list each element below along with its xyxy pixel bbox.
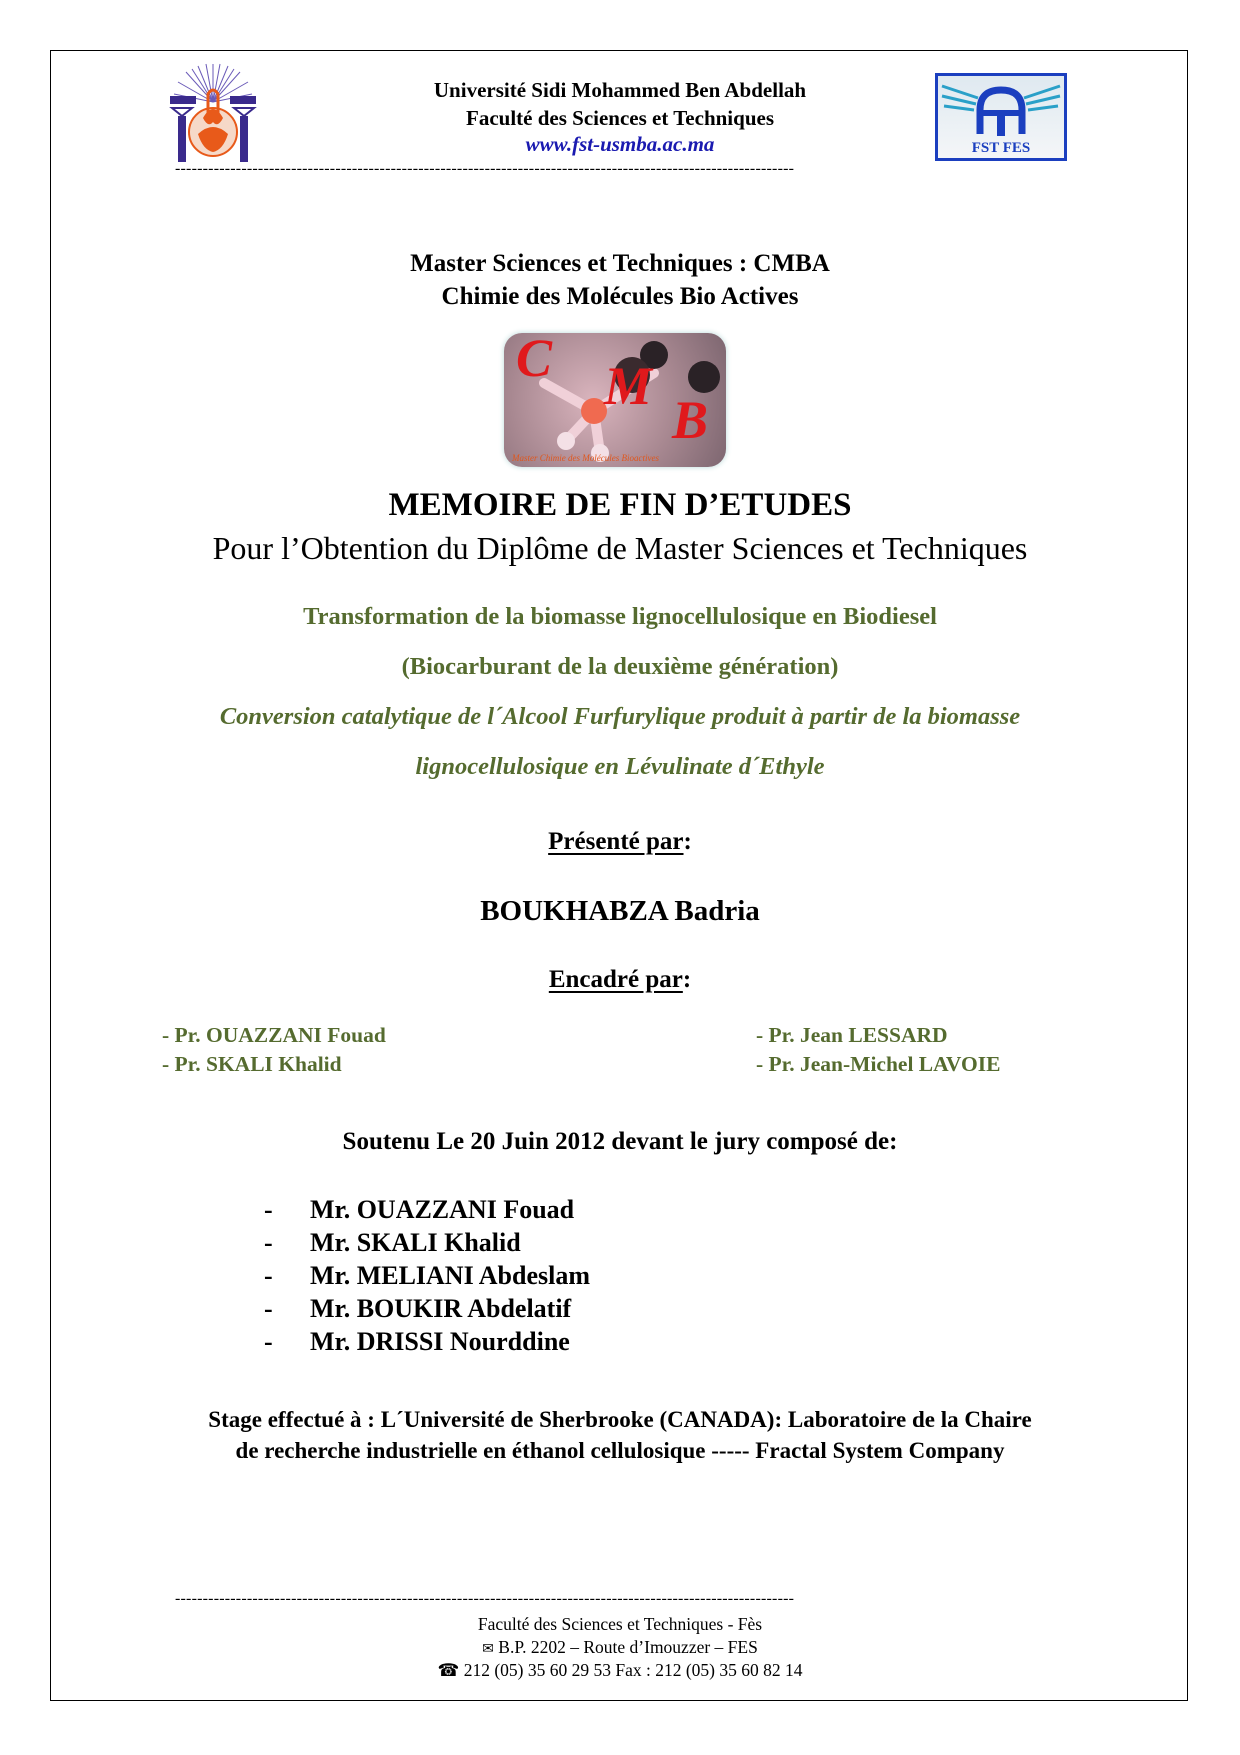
footer-address xyxy=(0,1636,1240,1662)
postal-address: B.P. 2202 – Route d’Imouzzer – FES xyxy=(493,1637,758,1657)
student-name: BOUKHABZA Badria xyxy=(480,895,760,927)
supervised-by-heading xyxy=(0,966,1240,994)
supervisor-item: - Pr. SKALI Khalid xyxy=(162,1052,342,1076)
jury-member: - Mr. SKALI Khalid xyxy=(264,1228,521,1257)
jury-member: - Mr. BOUKIR Abdelatif xyxy=(264,1294,572,1323)
supervisors-left xyxy=(162,1021,386,1079)
header-separator: ---------------------------------------------------------------------------------------------------------------- xyxy=(175,160,795,177)
internship-line2: de recherche industrielle en éthanol cellulosique ----- Fractal System Company xyxy=(235,1438,1005,1463)
footer-phone xyxy=(0,1659,1240,1683)
document-subtitle: Pour l’Obtention du Diplôme de Master Sciences et Techniques xyxy=(212,530,1028,566)
supervised-by-colon: : xyxy=(682,966,692,993)
supervisor-item: - Pr. OUAZZANI Fouad xyxy=(162,1023,386,1047)
footer-separator: ---------------------------------------------------------------------------------------------------------------- xyxy=(175,1590,795,1607)
university-name: Université Sidi Mohammed Ben Abdellah xyxy=(433,78,807,102)
document-title: MEMOIRE DE FIN D’ETUDES xyxy=(388,487,852,523)
jury-member: - Mr. MELIANI Abdeslam xyxy=(264,1261,591,1290)
cmb-letter-m: M xyxy=(604,356,653,416)
cmb-tagline: Master Chimie des Molécules Bioactives xyxy=(512,453,659,463)
program-title: Master Sciences et Techniques : CMBA xyxy=(410,250,830,277)
footer-faculty: Faculté des Sciences et Techniques - Fès xyxy=(477,1614,763,1634)
phone-icon: ☎ xyxy=(437,1660,460,1680)
phone-fax-numbers: 212 (05) 35 60 29 53 Fax : 212 (05) 35 60 82 14 xyxy=(459,1660,803,1680)
supervisor-item: - Pr. Jean LESSARD xyxy=(756,1023,948,1047)
faculty-name: Faculté des Sciences et Techniques xyxy=(466,106,774,130)
cmb-letter-c: C xyxy=(516,333,553,388)
program-subtitle: Chimie des Molécules Bio Actives xyxy=(441,283,799,310)
jury-member: - Mr. DRISSI Nourddine xyxy=(264,1327,570,1356)
supervisors-right xyxy=(756,1021,1000,1079)
supervisor-item: - Pr. Jean-Michel LAVOIE xyxy=(756,1052,1001,1076)
thesis-title-line1: Transformation de la biomasse lignocellulosique en Biodiesel xyxy=(303,603,937,630)
cmb-letter-b: B xyxy=(672,390,709,450)
thesis-title-line2: (Biocarburant de la deuxième génération) xyxy=(401,653,839,680)
defense-heading: Soutenu Le 20 Juin 2012 devant le jury composé de: xyxy=(342,1128,898,1155)
fst-fes-logo-text: FST FES xyxy=(971,140,1031,156)
thesis-subtitle-line2: lignocellulosique en Lévulinate d´Ethyle xyxy=(415,753,825,780)
internship-line1: Stage effectué à : L´Université de Sherbrooke (CANADA): Laboratoire de la Chaire xyxy=(208,1407,1032,1432)
presented-by-label: Présenté par xyxy=(548,828,684,855)
mail-icon: ✉ xyxy=(482,1642,494,1657)
jury-member: - Mr. OUAZZANI Fouad xyxy=(264,1195,575,1224)
website-link[interactable]: www.fst-usmba.ac.ma xyxy=(525,132,715,156)
supervised-by-label: Encadré par xyxy=(548,966,683,993)
presented-by-colon: : xyxy=(683,828,692,855)
jury-list xyxy=(264,1193,590,1358)
thesis-subtitle-line1: Conversion catalytique de l´Alcool Furfurylique produit à partir de la biomasse xyxy=(219,703,1021,730)
presented-by-heading xyxy=(0,828,1240,856)
cmb-logo xyxy=(504,333,726,467)
